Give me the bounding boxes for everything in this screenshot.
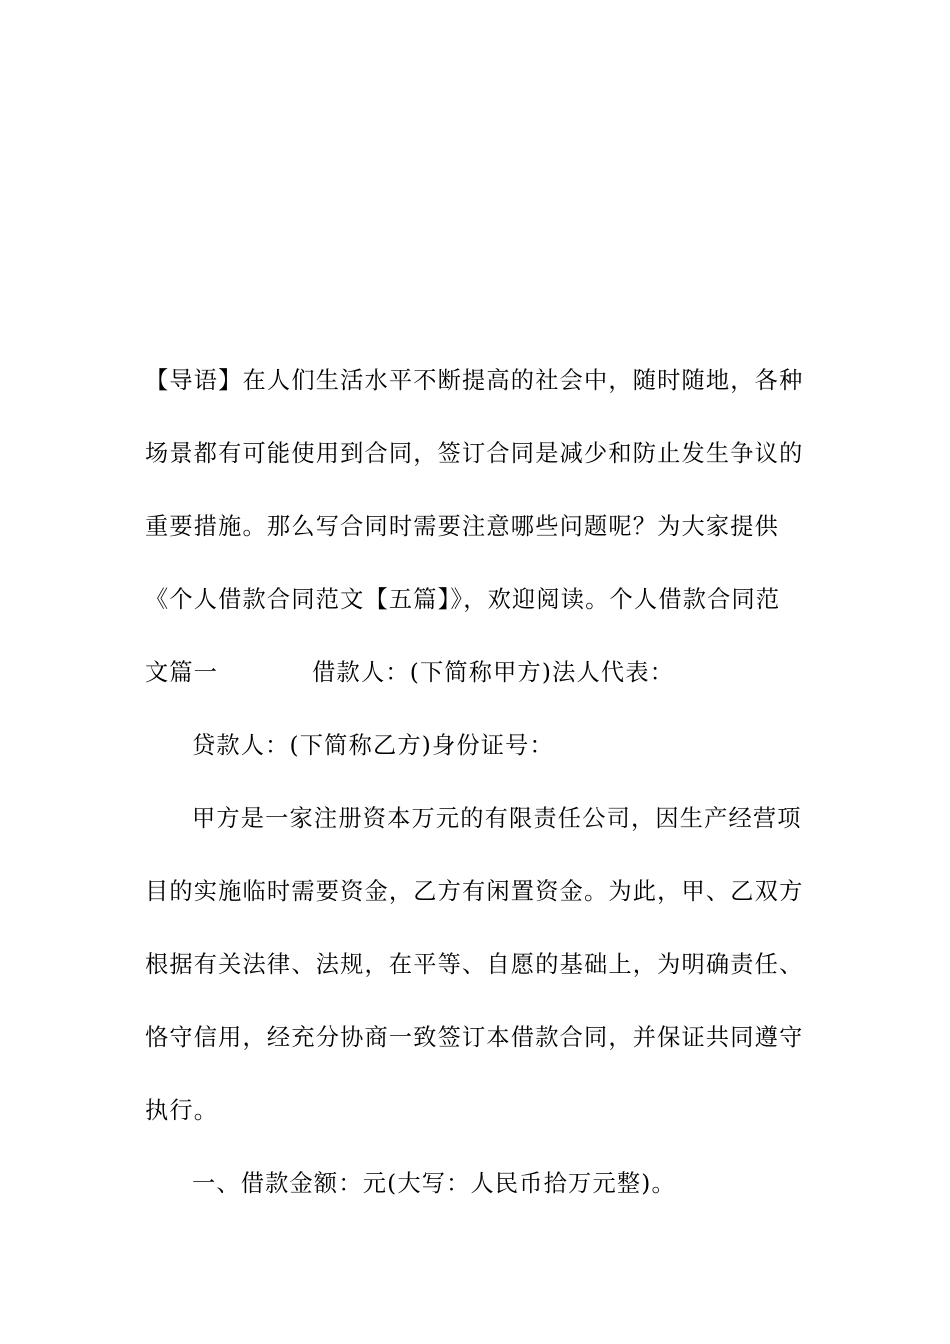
- intro-line-2: 场景都有可能使用到合同，签订合同是减少和防止发生争议的: [145, 440, 804, 467]
- section-heading-line: [145, 647, 805, 720]
- body-line-3: 根据有关法律、法规，在平等、自愿的基础上，为明确责任、: [145, 951, 804, 978]
- section-heading: 文篇一: [145, 659, 219, 686]
- borrower-label: 借款人：(下简称甲方)法人代表：: [312, 659, 675, 686]
- document-body: [145, 355, 805, 1231]
- body-line-4: 恪守信用，经充分协商一致签订本借款合同，并保证共同遵守: [145, 1024, 804, 1051]
- intro-line-3: 重要措施。那么写合同时需要注意哪些问题呢？为大家提供: [145, 513, 780, 540]
- intro-line-4: 《个人借款合同范文【五篇】》，欢迎阅读。个人借款合同范: [145, 586, 781, 613]
- intro-line-1: 【导语】在人们生活水平不断提高的社会中，随时随地，各种: [145, 367, 804, 394]
- body-line-5: 执行。: [145, 1097, 219, 1124]
- body-line-1: 甲方是一家注册资本万元的有限责任公司，因生产经营项: [192, 805, 802, 832]
- body-line-2: 目的实施临时需要资金，乙方有闲置资金。为此，甲、乙双方: [145, 878, 804, 905]
- lender-label: 贷款人：(下简称乙方)身份证号：: [192, 732, 554, 759]
- clause-1: 一、借款金额：元(大写：人民币拾万元整)。: [192, 1170, 676, 1197]
